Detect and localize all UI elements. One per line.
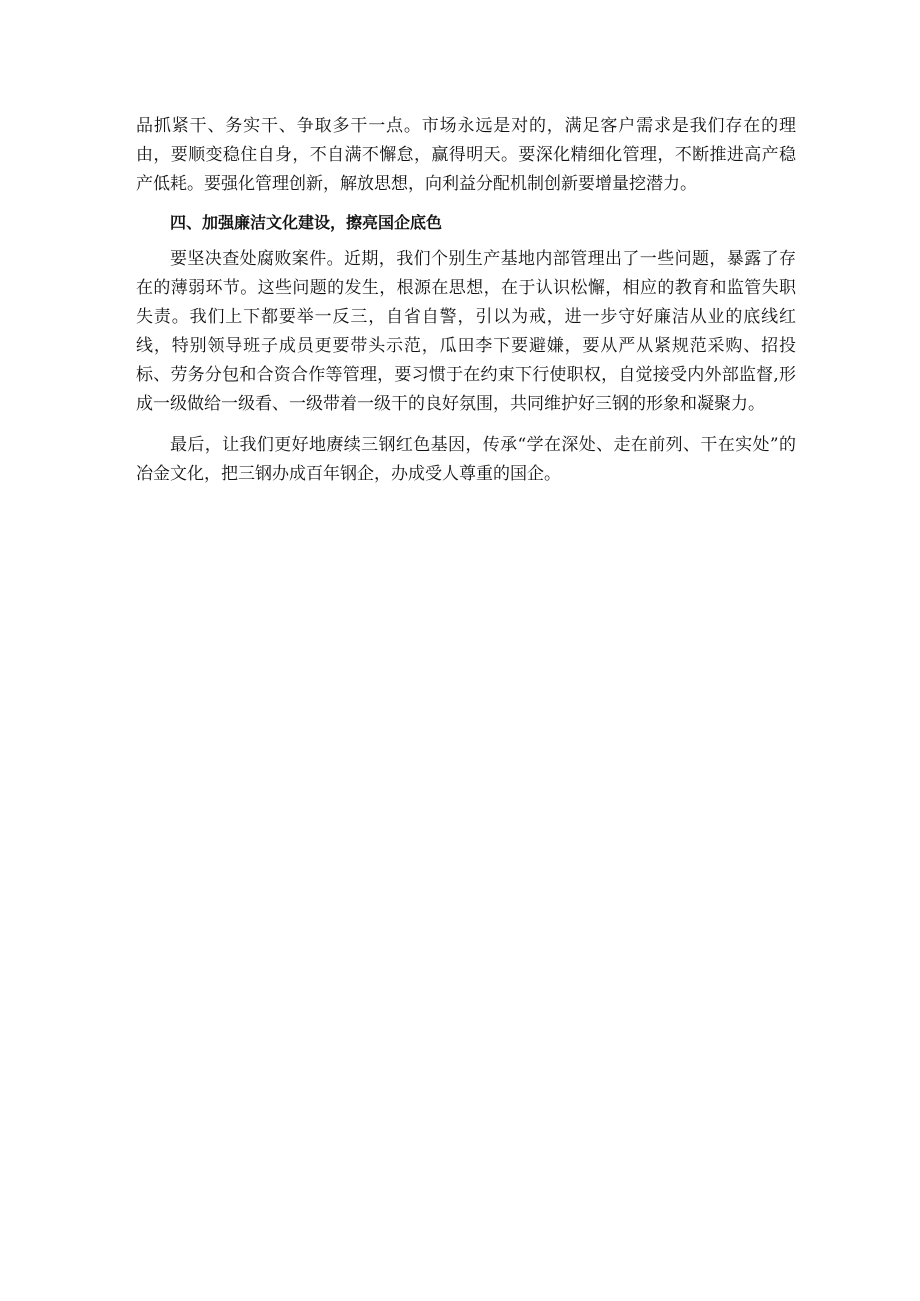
section-heading-4: 四、加强廉洁文化建设，擦亮国企底色 <box>170 213 443 232</box>
paragraph-closing: 最后，让我们更好地赓续三钢红色基因，传承“学在深处、走在前列、干在实处”的冶金文化，把三钢办成百年钢企，办成受人尊重的国企。 <box>136 435 796 484</box>
paragraph-continuation: 品抓紧干、务实干、争取多干一点。市场永远是对的，满足客户需求是我们存在的理由，要顺变稳住自身，不自满不懈怠，赢得明天。要深化精细化管理，不断推进高产稳产低耗。要强化管理创新，解放思想，向利益分配机制创新要增量挖潜力。 <box>136 116 796 194</box>
paragraph-anti-corruption: 要坚决查处腐败案件。近期，我们个别生产基地内部管理出了一些问题，暴露了存在的薄弱环节。这些问题的发生，根源在思想，在于认识松懈，相应的教育和监管失职失责。我们上下都要举一反三，自省自警，引以为戒，进一步守好廉洁从业的底线红线，特别领导班子成员更要带头示范，瓜田李下要避嫌，要从严从紧规范采购、招投标、劳务分包和合资合作等管理，要习惯于在约束下行使职权，自觉接受内外部监督,形成一级做给一级看、一级带着一级干的良好氛围，共同维护好三钢的形象和凝聚力。 <box>136 249 796 414</box>
document-body <box>136 112 796 501</box>
